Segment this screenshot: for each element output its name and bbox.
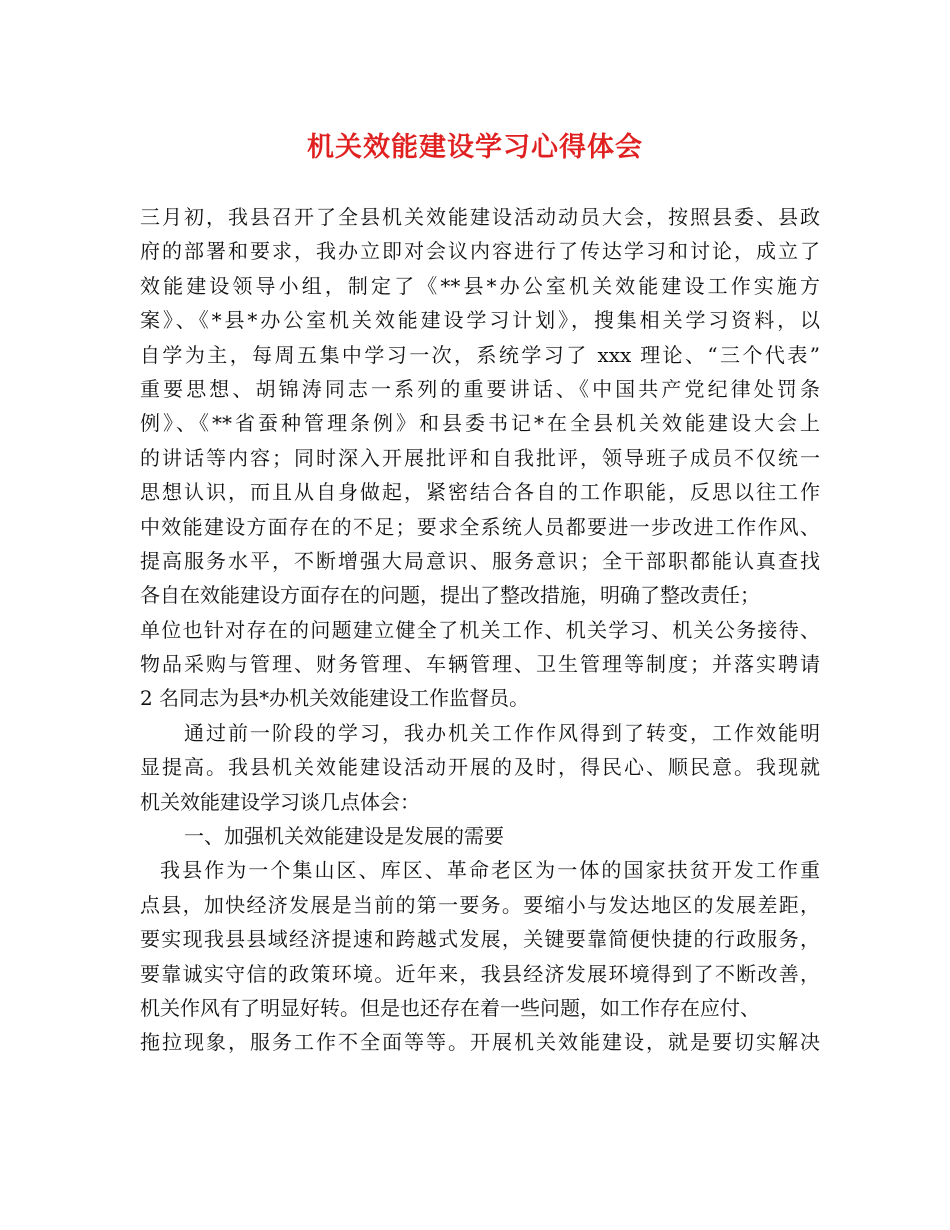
text-line: 各自在效能建设方面存在的问题，提出了整改措施，明确了整改责任； [140,583,760,608]
text-line: 重要思想、胡锦涛同志一系列的重要讲话、《中国共产党纪律处罚条 [140,376,820,401]
text-line: 显提高。我县机关效能建设活动开展的及时，得民心、顺民意。我现就 [140,755,820,780]
text-line: 通过前一阶段的学习，我办机关工作作风得到了转变，工作效能明 [184,720,820,745]
text-line: 机关作风有了明显好转。但是也还存在着一些问题，如工作存在应付、 [140,995,760,1020]
text-line: 思想认识，而且从自身做起，紧密结合各自的工作职能，反思以往工作 [140,480,820,505]
text-line: 拖拉现象，服务工作不全面等等。开展机关效能建设，就是要切实解决 [140,1030,820,1055]
text-line: 要靠诚实守信的政策环境。近年来，我县经济发展环境得到了不断改善， [140,961,820,986]
text-line: 要实现我县县域经济提速和跨越式发展，关键要靠简便快捷的行政服务， [140,927,820,952]
text-line: 的讲话等内容；同时深入开展批评和自我批评，领导班子成员不仅统一 [140,445,820,470]
text-line: 三月初，我县召开了全县机关效能建设活动动员大会，按照县委、县政 [140,205,820,229]
section-heading-text: 一、加强机关效能建设是发展的需要 [184,824,504,849]
text-line: 机关效能建设学习谈几点体会： [140,789,420,814]
text-line: 单位也针对存在的问题建立健全了机关工作、机关学习、机关公务接待、 [140,617,820,642]
text-line: 提高服务水平，不断增强大局意识、服务意识；全干部职都能认真查找 [140,548,820,573]
text-line: 自学为主，每周五集中学习一次，系统学习了 xxx 理论、“三个代表” [140,342,820,367]
text-line: 府的部署和要求，我办立即对会议内容进行了传达学习和讨论，成立了 [140,239,820,264]
text-line: 我县作为一个集山区、库区、革命老区为一体的国家扶贫开发工作重 [160,858,820,883]
text-line: 案》、《*县*办公室机关效能建设学习计划》，搜集相关学习资料，以 [140,308,820,333]
text-line: 2 名同志为县*办机关效能建设工作监督员。 [140,686,530,711]
text-line: 效能建设领导小组，制定了《**县*办公室机关效能建设工作实施方 [140,273,820,298]
text-line: 点县，加快经济发展是当前的第一要务。要缩小与发达地区的发展差距， [140,892,820,917]
text-line: 例》、《**省蚕种管理条例》和县委书记*在全县机关效能建设大会上 [140,411,820,436]
document-body [140,200,820,1060]
paragraph-section-1 [140,853,820,1059]
document-title: 机关效能建设学习心得体会 [307,132,643,163]
text-line: 中效能建设方面存在的不足；要求全系统人员都要进一步改进工作作风、 [140,514,820,539]
paragraph-summary [140,716,820,819]
paragraph-intro [140,200,820,716]
text-line: 物品采购与管理、财务管理、车辆管理、卫生管理等制度；并落实聘请 [140,652,820,677]
section-heading [140,819,820,853]
